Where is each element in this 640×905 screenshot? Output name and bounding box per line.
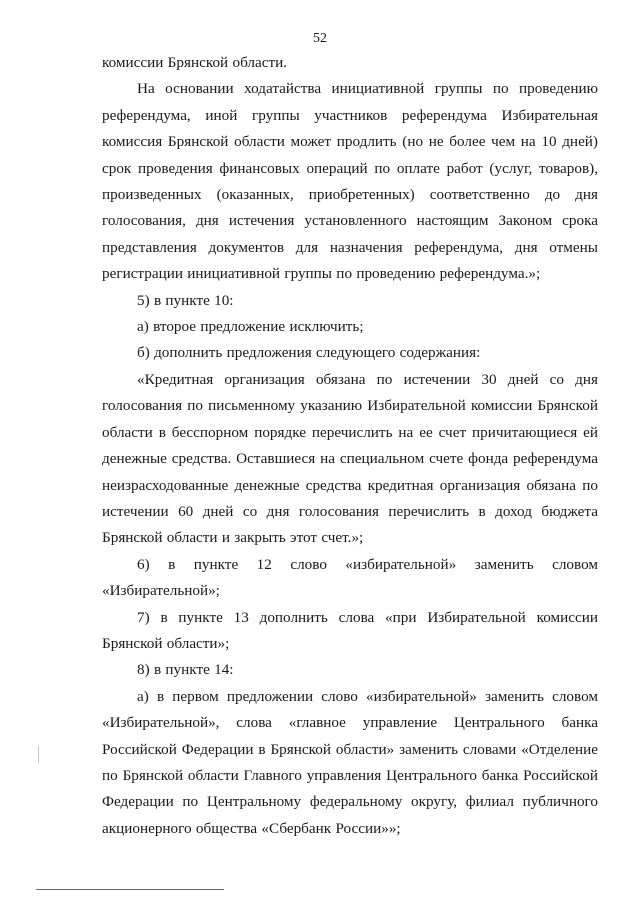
paragraph-item-6: 6) в пункте 12 слово «избирательной» заменить словом «Избирательной»;	[102, 555, 598, 600]
document-body	[102, 50, 598, 842]
paragraph-extension-clause: На основании ходатайства инициативной группы по проведению референдума, иной группы участников референдума Избирательная комиссия Брянской области может продлить (но не более чем на 10 дней) срок проведения финансовых операций по оплате работ (услуг, товаров), произведенных (оказанных, приобретенных) соответственно до дня голосования, дня истечения установленного настоящим Законом срока представления документов для назначения референдума, дня отмены регистрации инициативной группы по проведению референдума.»;	[102, 80, 598, 283]
scan-margin-mark	[38, 746, 39, 764]
page-number: 52	[313, 31, 327, 46]
paragraph-quoted-text: «Кредитная организация обязана по истечении 30 дней со дня голосования по письменному указанию Избирательной комиссии Брянской области в бесспорном порядке перечислить на ее счет причитающиеся ей денежные средства. Оставшиеся на специальном счете фонда референдума неизрасходованные денежные средства кредитная организация обязана по истечении 60 дней со дня голосования перечислить в доход бюджета Брянской области и закрыть этот счет.»;	[102, 370, 598, 547]
paragraph-item-8: 8) в пункте 14:	[137, 661, 234, 679]
paragraph-item-5: 5) в пункте 10:	[137, 291, 234, 309]
paragraph-item-5b: б) дополнить предложения следующего содержания:	[137, 344, 481, 362]
paragraph-item-8a: а) в первом предложении слово «избирательной» заменить словом «Избирательной», слова «главное управление Центрального банка Российской Федерации в Брянской области» заменить словами «Отделение по Брянской области Главного управления Центрального банка Российской Федерации по Центральному федеральному округу, филиал публичного акционерного общества «Сбербанк России»»;	[102, 687, 598, 837]
paragraph-item-7: 7) в пункте 13 дополнить слова «при Избирательной комиссии Брянской области»;	[102, 608, 598, 652]
paragraph-continuation: комиссии Брянской области.	[102, 54, 288, 71]
paragraph-item-5a: а) второе предложение исключить;	[137, 318, 364, 336]
footer-rule	[36, 889, 224, 890]
